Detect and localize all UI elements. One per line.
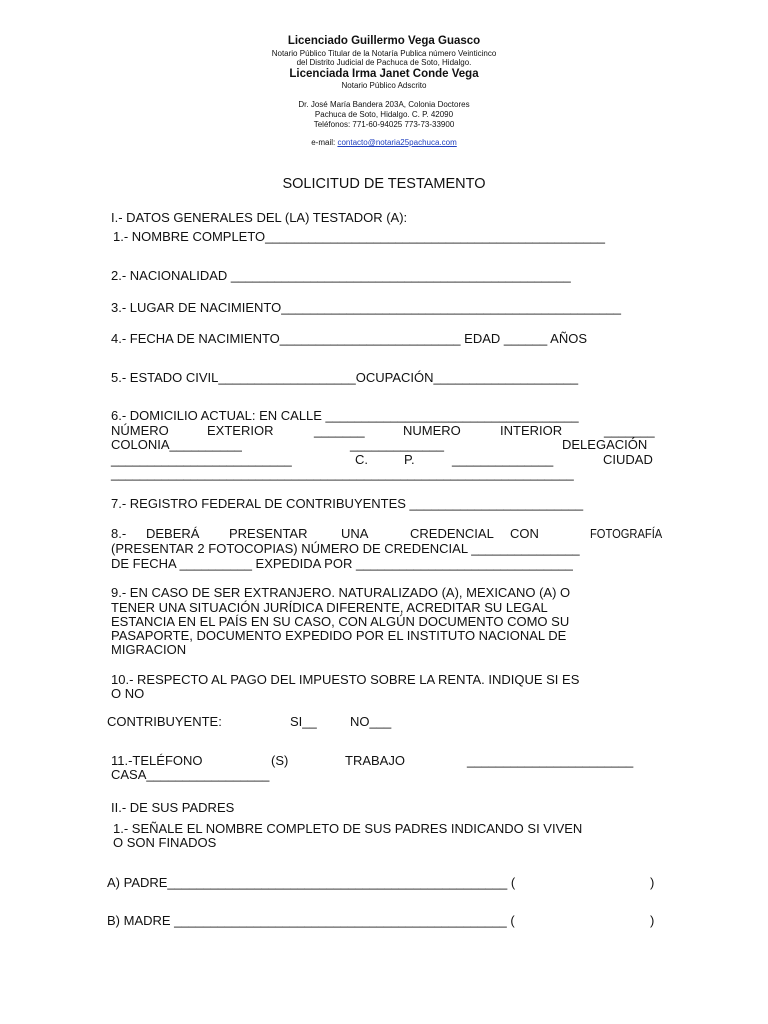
q8-word-2: DEBERÁ xyxy=(146,526,200,541)
notary-name: Licenciado Guillermo Vega Guasco xyxy=(287,35,481,47)
phone-work-label: TRABAJO xyxy=(345,753,405,768)
form-title: SOLICITUD DE TESTAMENTO xyxy=(282,176,486,192)
field-civil-status-occupation[interactable]: 5.- ESTADO CIVIL___________________OCUPACIÓN____________________ xyxy=(111,370,579,385)
address-exterior-label: EXTERIOR xyxy=(207,423,274,438)
field-birthplace[interactable]: 3.- LUGAR DE NACIMIENTO_______________________________________________ xyxy=(111,300,622,315)
field-delegacion[interactable]: _________________________ xyxy=(111,452,292,467)
field-contributor-yes[interactable]: SI__ xyxy=(290,714,317,729)
address-number-interior-label: NUMERO xyxy=(403,423,461,438)
field-full-name[interactable]: 1.- NOMBRE COMPLETO_______________________________________________ xyxy=(113,229,605,244)
field-credential-number[interactable]: (PRESENTAR 2 FOTOCOPIAS) NÚMERO DE CREDENCIAL _______________ xyxy=(111,541,580,556)
field-address-street[interactable]: 6.- DOMICILIO ACTUAL: EN CALLE ___________________________________ xyxy=(111,408,579,423)
address-number-exterior-label: NÚMERO xyxy=(111,423,169,438)
field-phone-work[interactable]: _______________________ xyxy=(467,753,634,768)
field-colonia[interactable]: COLONIA__________ xyxy=(111,437,242,452)
section-1-heading: I.- DATOS GENERALES DEL (LA) TESTADOR (A): xyxy=(111,210,408,225)
q9-line-1: 9.- EN CASO DE SER EXTRANJERO. NATURALIZADO (A), MEXICANO (A) O xyxy=(111,585,571,600)
q8-word-7: FOTOGRAFÍA xyxy=(590,526,663,541)
notary-role-line-2: del Distrito Judicial de Pachuca de Soto, Hidalgo. xyxy=(296,58,472,67)
q9-line-5: MIGRACION xyxy=(111,642,187,657)
email-label: e-mail: xyxy=(311,138,338,147)
email-line xyxy=(0,138,768,147)
field-ciudad[interactable]: ________________________________________________________________ xyxy=(111,466,574,481)
ciudad-label: CIUDAD xyxy=(603,452,653,467)
field-phone-home[interactable]: CASA_________________ xyxy=(111,767,270,782)
q8-word-1: 8.- xyxy=(111,526,127,541)
assistant-name: Licenciada Irma Janet Conde Vega xyxy=(289,68,479,80)
address-line-2: Pachuca de Soto, Hidalgo. C. P. 42090 xyxy=(314,110,454,119)
field-birthdate-age[interactable]: 4.- FECHA DE NACIMIENTO_________________________ EDAD ______ AÑOS xyxy=(111,331,587,346)
postal-code-p-label: P. xyxy=(404,452,415,467)
field-postal-code[interactable]: ______________ xyxy=(452,452,554,467)
phone-s-label: (S) xyxy=(271,753,289,768)
parents-instruction-line-1: 1.- SEÑALE EL NOMBRE COMPLETO DE SUS PADRES INDICANDO SI VIVEN xyxy=(113,821,583,836)
delegacion-label: DELEGACIÓN xyxy=(562,437,648,452)
address-line-1: Dr. José María Bandera 203A, Colonia Doctores xyxy=(298,100,470,109)
contributor-label: CONTRIBUYENTE: xyxy=(107,714,222,729)
mother-status-close: ) xyxy=(650,913,655,928)
phones-line: Teléfonos: 771-60-94025 773-73-33900 xyxy=(313,120,455,129)
assistant-role: Notario Público Adscrito xyxy=(341,81,427,90)
field-colonia-extra[interactable]: _____________ xyxy=(350,437,444,452)
field-father[interactable]: A) PADRE_______________________________________________ ( xyxy=(107,875,516,890)
field-nationality[interactable]: 2.- NACIONALIDAD _______________________________________________ xyxy=(111,268,571,283)
q8-word-6: CON xyxy=(510,526,539,541)
notary-role-line-1: Notario Público Titular de la Notaría Publica número Veinticinco xyxy=(271,49,497,58)
field-contributor-no[interactable]: NO___ xyxy=(350,714,392,729)
parents-instruction-line-2: O SON FINADOS xyxy=(113,835,217,850)
section-2-heading: II.- DE SUS PADRES xyxy=(111,800,235,815)
field-rfc[interactable]: 7.- REGISTRO FEDERAL DE CONTRIBUYENTES ________________________ xyxy=(111,496,584,511)
postal-code-c-label: C. xyxy=(355,452,368,467)
address-interior-label: INTERIOR xyxy=(500,423,563,438)
field-exterior-number[interactable]: _______ xyxy=(314,423,365,438)
field-mother[interactable]: B) MADRE ______________________________________________ ( xyxy=(107,913,515,928)
q10-line-2: O NO xyxy=(111,686,145,701)
field-interior-number[interactable]: _______ xyxy=(604,423,655,438)
q8-word-4: UNA xyxy=(341,526,369,541)
q10-line-1: 10.- RESPECTO AL PAGO DEL IMPUESTO SOBRE LA RENTA. INDIQUE SI ES xyxy=(111,672,580,687)
field-credential-date-issuer[interactable]: DE FECHA __________ EXPEDIDA POR ______________________________ xyxy=(111,556,573,571)
phone-label: 11.-TELÉFONO xyxy=(111,753,203,768)
q9-line-3: ESTANCIA EN EL PAÍS EN SU CASO, CON ALGÚN DOCUMENTO COMO SU xyxy=(111,614,570,629)
q9-line-4: PASAPORTE, DOCUMENTO EXPEDIDO POR EL INSTITUTO NACIONAL DE xyxy=(111,628,567,643)
q9-line-2: TENER UNA SITUACIÓN JURÍDICA DIFERENTE, ACREDITAR SU LEGAL xyxy=(111,600,548,615)
q8-word-3: PRESENTAR xyxy=(229,526,308,541)
q8-word-5: CREDENCIAL xyxy=(410,526,494,541)
email-link[interactable]: contacto@notaria25pachuca.com xyxy=(337,138,457,147)
father-status-close: ) xyxy=(650,875,655,890)
